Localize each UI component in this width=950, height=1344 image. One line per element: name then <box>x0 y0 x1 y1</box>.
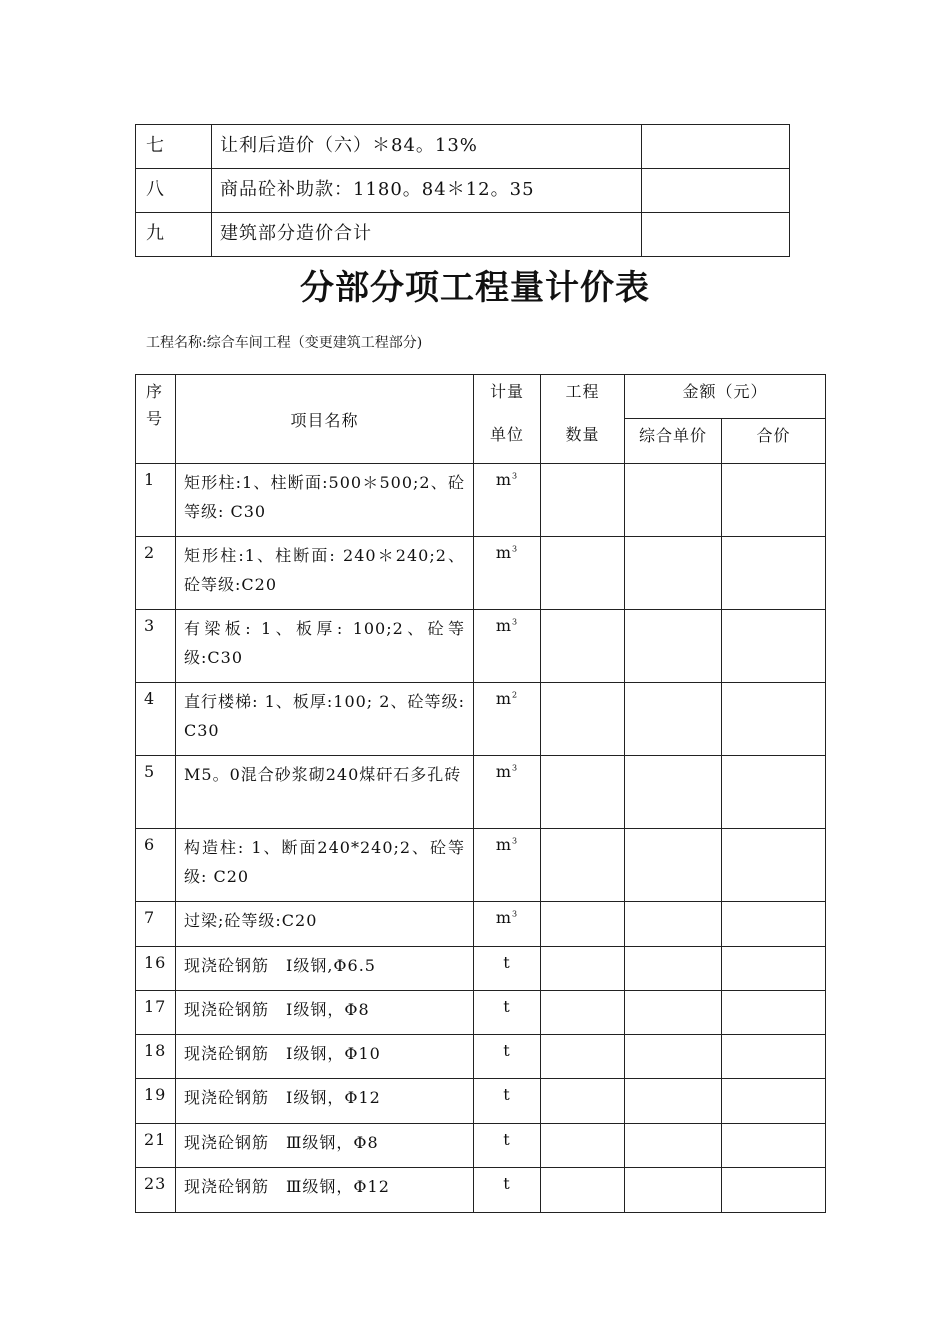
unit-cell <box>474 1124 541 1168</box>
unit-exponent: 2 <box>512 690 519 700</box>
total-cell <box>722 1124 826 1168</box>
summary-no: 八 <box>136 169 212 213</box>
header-unit-line2: 单位 <box>489 425 524 444</box>
quantity-cell <box>541 947 625 991</box>
item-name: 现浇砼钢筋 Ⅰ级钢，Φ10 <box>176 1035 474 1079</box>
header-item-name-label: 项目名称 <box>290 410 359 430</box>
item-name: 现浇砼钢筋 Ⅰ级钢，Φ12 <box>176 1079 474 1124</box>
unit-symbol: t <box>503 1174 511 1193</box>
quantity-cell <box>541 902 625 947</box>
unit-exponent: 3 <box>512 763 519 773</box>
quantity-cell <box>541 756 625 829</box>
table-row <box>136 1124 826 1168</box>
unit-price-cell <box>625 991 722 1035</box>
total-cell <box>722 464 826 537</box>
unit-exponent: 3 <box>512 544 519 554</box>
quantity-cell <box>541 1168 625 1213</box>
unit-symbol: m <box>495 470 513 489</box>
unit-cell <box>474 947 541 991</box>
item-name: 直行楼梯: 1、板厚:100; 2、砼等级: C30 <box>176 683 474 756</box>
summary-table-body <box>136 125 790 257</box>
summary-row <box>136 213 790 257</box>
header-amount-label: 金额（元） <box>682 382 768 401</box>
unit-exponent: 3 <box>512 471 519 481</box>
table-row <box>136 1168 826 1213</box>
item-name: M5。0混合砂浆砌240煤矸石多孔砖 <box>176 756 474 829</box>
unit-price-cell <box>625 1124 722 1168</box>
summary-text: 建筑部分造价合计 <box>212 213 642 257</box>
summary-text: 商品砼补助款：1180。84＊12。35 <box>212 169 642 213</box>
row-number: 7 <box>136 902 176 947</box>
header-amount <box>625 375 826 419</box>
row-number: 23 <box>136 1168 176 1213</box>
quantity-cell <box>541 537 625 610</box>
quantity-cell <box>541 683 625 756</box>
unit-symbol: m <box>495 543 513 562</box>
unit-symbol: t <box>503 1130 511 1149</box>
total-cell <box>722 991 826 1035</box>
table-row <box>136 829 826 902</box>
header-item-name <box>176 375 474 464</box>
unit-symbol: m <box>495 689 513 708</box>
table-row <box>136 683 826 756</box>
item-name: 有梁板: 1、板厚: 100;2、砼等级:C30 <box>176 610 474 683</box>
unit-cell <box>474 991 541 1035</box>
unit-price-cell <box>625 464 722 537</box>
total-cell <box>722 947 826 991</box>
item-name: 构造柱: 1、断面240*240;2、砼等级: C20 <box>176 829 474 902</box>
header-seq-line1: 序 <box>146 382 164 401</box>
unit-cell <box>474 1168 541 1213</box>
item-name: 矩形柱:1、柱断面: 240＊240;2、砼等级:C20 <box>176 537 474 610</box>
unit-price-cell <box>625 902 722 947</box>
summary-amount <box>642 125 790 169</box>
summary-no: 九 <box>136 213 212 257</box>
summary-table <box>135 124 790 257</box>
total-cell <box>722 683 826 756</box>
header-unit-line1: 计量 <box>489 382 524 401</box>
row-number: 2 <box>136 537 176 610</box>
quantity-cell <box>541 1124 625 1168</box>
unit-cell <box>474 464 541 537</box>
total-cell <box>722 1079 826 1124</box>
total-cell <box>722 1035 826 1079</box>
table-row <box>136 991 826 1035</box>
quantity-cell <box>541 829 625 902</box>
item-name: 现浇砼钢筋 Ⅲ级钢，Φ12 <box>176 1168 474 1213</box>
table-row <box>136 537 826 610</box>
project-name: 工程名称:综合车间工程（变更建筑工程部分) <box>146 335 423 351</box>
row-number: 6 <box>136 829 176 902</box>
row-number: 16 <box>136 947 176 991</box>
unit-cell <box>474 537 541 610</box>
table-row <box>136 1035 826 1079</box>
unit-price-cell <box>625 756 722 829</box>
table-row <box>136 902 826 947</box>
summary-no: 七 <box>136 125 212 169</box>
row-number: 17 <box>136 991 176 1035</box>
item-name: 过梁;砼等级:C20 <box>176 902 474 947</box>
row-number: 21 <box>136 1124 176 1168</box>
header-unit <box>474 375 541 464</box>
quantity-cell <box>541 610 625 683</box>
unit-symbol: m <box>495 616 513 635</box>
row-number: 5 <box>136 756 176 829</box>
row-number: 3 <box>136 610 176 683</box>
unit-price-cell <box>625 683 722 756</box>
header-qty-line2: 数量 <box>565 425 600 444</box>
unit-symbol: t <box>503 953 511 972</box>
table-row <box>136 756 826 829</box>
header-total: 合价 <box>722 419 826 464</box>
unit-cell <box>474 1035 541 1079</box>
item-name: 现浇砼钢筋 Ⅲ级钢，Φ8 <box>176 1124 474 1168</box>
unit-symbol: m <box>495 835 513 854</box>
unit-symbol: m <box>495 908 513 927</box>
row-number: 4 <box>136 683 176 756</box>
unit-symbol: t <box>503 997 511 1016</box>
summary-amount <box>642 169 790 213</box>
header-qty-line1: 工程 <box>565 382 600 401</box>
total-cell <box>722 756 826 829</box>
unit-exponent: 3 <box>512 617 519 627</box>
unit-cell <box>474 756 541 829</box>
unit-price-cell <box>625 947 722 991</box>
page-title: 分部分项工程量计价表 <box>300 268 650 308</box>
unit-cell <box>474 902 541 947</box>
summary-row <box>136 169 790 213</box>
quantity-cell <box>541 991 625 1035</box>
total-cell <box>722 829 826 902</box>
table-row <box>136 1079 826 1124</box>
unit-symbol: t <box>503 1085 511 1104</box>
table-row <box>136 464 826 537</box>
total-cell <box>722 902 826 947</box>
unit-cell <box>474 683 541 756</box>
item-name: 现浇砼钢筋 Ⅰ级钢，Φ8 <box>176 991 474 1035</box>
unit-price-cell <box>625 610 722 683</box>
unit-price-cell <box>625 829 722 902</box>
table-row <box>136 610 826 683</box>
quantity-cell <box>541 1035 625 1079</box>
unit-price-cell <box>625 1079 722 1124</box>
unit-price-cell <box>625 1168 722 1213</box>
header-quantity <box>541 375 625 464</box>
unit-price-cell <box>625 537 722 610</box>
header-seq-line2: 号 <box>146 409 164 428</box>
item-name: 现浇砼钢筋 Ⅰ级钢,Φ6.5 <box>176 947 474 991</box>
total-cell <box>722 1168 826 1213</box>
unit-exponent: 3 <box>512 836 519 846</box>
table-row <box>136 947 826 991</box>
row-number: 19 <box>136 1079 176 1124</box>
quantity-cell <box>541 1079 625 1124</box>
table-header-row <box>136 375 826 419</box>
summary-row <box>136 125 790 169</box>
header-unit-price: 综合单价 <box>625 419 722 464</box>
summary-text: 让利后造价（六）＊84。13% <box>212 125 642 169</box>
quantity-cell <box>541 464 625 537</box>
item-name: 矩形柱:1、柱断面:500＊500;2、砼等级: C30 <box>176 464 474 537</box>
total-cell <box>722 537 826 610</box>
header-seq <box>136 375 176 464</box>
unit-symbol: t <box>503 1041 511 1060</box>
unit-cell <box>474 1079 541 1124</box>
unit-price-cell <box>625 1035 722 1079</box>
total-cell <box>722 610 826 683</box>
unit-symbol: m <box>495 762 513 781</box>
summary-amount <box>642 213 790 257</box>
unit-cell <box>474 610 541 683</box>
pricing-table <box>135 374 826 1213</box>
pricing-table-body <box>136 464 826 1213</box>
unit-exponent: 3 <box>512 909 519 919</box>
row-number: 1 <box>136 464 176 537</box>
row-number: 18 <box>136 1035 176 1079</box>
unit-cell <box>474 829 541 902</box>
